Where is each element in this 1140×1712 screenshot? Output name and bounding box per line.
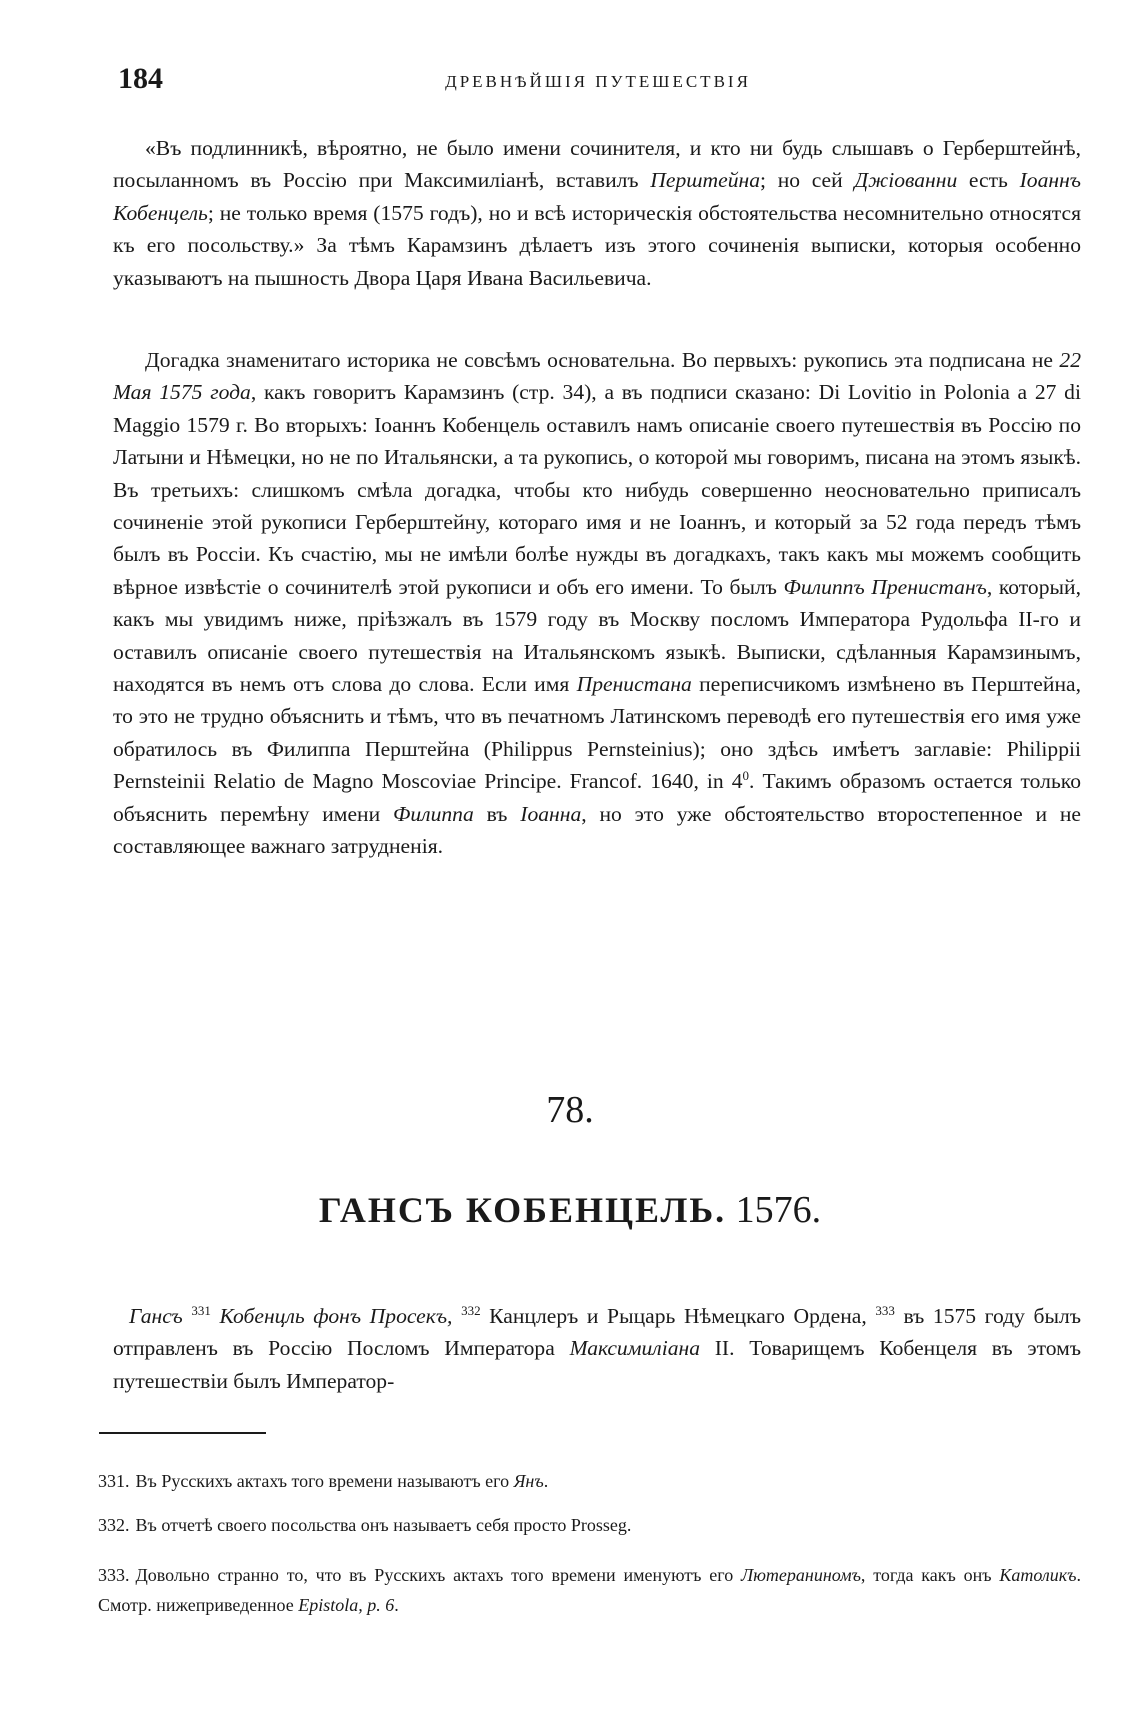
- footnote-331: 331. Въ Русскихъ актахъ того времени называютъ его Янъ.: [98, 1471, 549, 1491]
- running-title: ДРЕВНѢЙШІЯ ПУТЕШЕСТВІЯ: [445, 72, 751, 91]
- footnote-332: 332. Въ отчетѣ своего посольства онъ называетъ себя просто Prosseg.: [98, 1515, 632, 1535]
- footnotes: [98, 1466, 1081, 1634]
- footnote-ref-332[interactable]: 332: [461, 1302, 481, 1318]
- paragraph-2: Догадка знаменитаго историка не совсѣмъ основательна. Во первыхъ: рукопись эта подписана не 22 Мая 1575 года, какъ говоритъ Карамзинъ (стр. 34), а въ подписи сказано: Di Lovitio in Polonia a 27 di Maggio 1579 г. Во вторыхъ: Іоаннъ Кобенцель оставилъ намъ описаніе своего путешествія въ Россію по Латыни и Нѣмецки, но не по Итальянски, а та рукопись, о которой мы говоримъ, писана на этомъ языкѣ. Въ третьихъ: слишкомъ смѣла догадка, чтобы кто нибудь совершенно неосновательно приписалъ сочиненіе этой рукописи Герберштейну, котораго имя и не Іоаннъ, и который за 52 года передъ тѣмъ былъ въ Россіи. Къ счастію, мы не имѣли болѣе нужды въ догадкахъ, такъ какъ мы можемъ сообщить вѣрное извѣстіе о сочинителѣ этой рукописи и объ его имени. То былъ Филиппъ Пренистанъ, который, какъ мы увидимъ ниже, пріѣзжалъ въ 1579 году въ Москву посломъ Императора Рудольфа II-го и оставилъ описаніе своего путешествія на Итальянскомъ языкѣ. Выписки, сдѣланныя Карамзинымъ, находятся въ немъ отъ слова до слова. Если имя Пренистана переписчикомъ измѣнено въ Перштейна, то это не трудно объяснить и тѣмъ, что въ печатномъ Латинскомъ переводѣ его путешествія его имя уже обратилось въ Филиппа Перштейна (Philippus Pernsteinius); оно здѣсь имѣетъ заглавіе: Philippii Pernsteinii Relatio de Magno Moscoviae Principe. Francof. 1640, in $4^0$. Такимъ образомъ остается только объяснить перемѣну имени Филиппа въ Іоанна, но это уже обстоятельство второстепенное и не составляющее важнаго затрудненія.: [113, 348, 1082, 859]
- section-title-year: 1576.: [735, 1189, 822, 1231]
- footnote-ref-333[interactable]: 333: [875, 1302, 895, 1318]
- section-title: [0, 1188, 1140, 1232]
- footnote-ref-331[interactable]: 331: [191, 1302, 211, 1318]
- page-number: 184: [118, 62, 163, 95]
- paragraph-1: «Въ подлинникѣ, вѣроятно, не было имени сочинителя, и кто ни будь слышавъ о Герберштейнѣ, посыланномъ въ Россію при Максимиліанѣ, вставилъ Перштейна; но сей Джіованни есть Іоаннъ Кобенцель; не только время (1575 годъ), но и всѣ историческія обстоятельства несомнительно относятся къ его посольству.» За тѣмъ Карамзинъ дѣлаетъ изъ этого сочиненія выписки, которыя особенно указываютъ на пышность Двора Царя Ивана Васильевича.: [113, 136, 1081, 290]
- section-title-name: ГАНСЪ КОБЕНЦЕЛЬ.: [318, 1190, 727, 1230]
- section-number: 78.: [546, 1089, 594, 1131]
- footnote-divider: [99, 1432, 266, 1434]
- paragraph-3: Гансъ $^{331}$ Кобенцль фонъ Просекъ, $^{332}$ Канцлеръ и Рыцарь Нѣмецкаго Ордена, $^{333}$ въ 1575 году былъ отправленъ въ Россію Посломъ Императора Максимиліана II. Товарищемъ Кобенцеля въ этомъ путешествіи былъ Император-: [113, 1302, 1081, 1393]
- running-head: [118, 62, 1078, 102]
- footnote-333: 333. Довольно странно то, что въ Русскихъ актахъ того времени именуютъ его Лютераниномъ, тогда какъ онъ Католикъ. Смотр. нижеприведенное Epistola, p. 6.: [98, 1565, 1082, 1615]
